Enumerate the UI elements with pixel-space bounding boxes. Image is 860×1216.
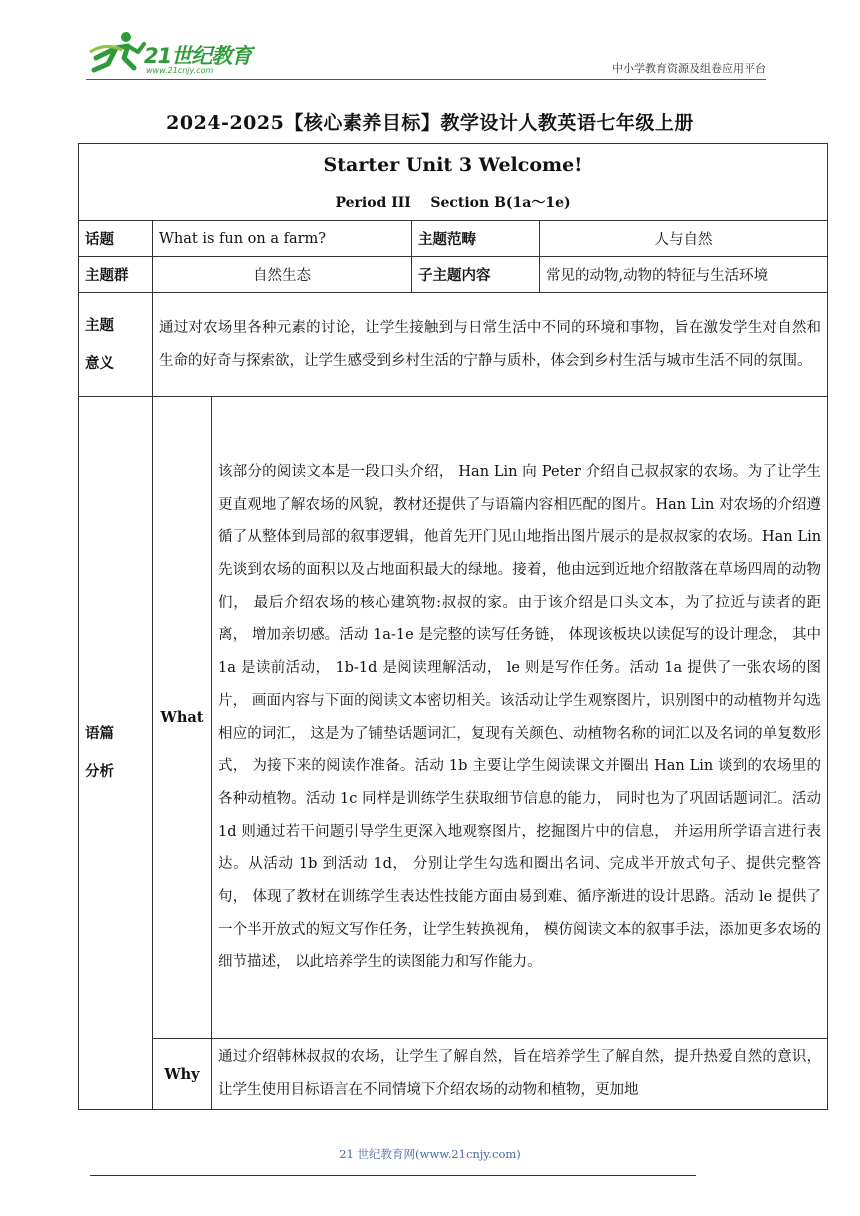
- what-label: What: [153, 397, 212, 1039]
- subtopic-value: 常见的动物,动物的特征与生活环境: [540, 257, 828, 293]
- footer-divider: [90, 1175, 696, 1176]
- topic-value: What is fun on a farm?: [153, 221, 412, 257]
- why-row: [79, 1039, 828, 1110]
- scope-label: 主题范畴: [412, 221, 540, 257]
- meaning-label-line2: 意义: [85, 355, 114, 372]
- unit-title-row: [79, 144, 828, 221]
- meaning-row: [79, 293, 828, 397]
- logo-url: www.21cnjy.com: [146, 66, 214, 75]
- subtopic-label: 子主题内容: [412, 257, 540, 293]
- period-subtitle: Period III Section B(1a～1e): [335, 195, 571, 211]
- meaning-label: [79, 293, 153, 397]
- meaning-value: 通过对农场里各种元素的讨论，让学生接触到与日常生活中不同的环境和事物，旨在激发学生对自然和生命的好奇与探索欲，让学生感受到乡村生活的宁静与质朴，体会到乡村生活与城市生活不同的氛围。: [153, 293, 828, 397]
- lesson-plan-table: [78, 143, 828, 1110]
- group-label: 主题群: [79, 257, 153, 293]
- site-logo: [86, 28, 256, 80]
- document-title: 2024-2025【核心素养目标】教学设计人教英语七年级上册: [166, 112, 694, 134]
- topic-row: [79, 221, 828, 257]
- why-value: 通过介绍韩林叔叔的农场，让学生了解自然，旨在培养学生了解自然，提升热爱自然的意识，让学生使用目标语言在不同情境下介绍农场的动物和植物，更加地: [212, 1039, 828, 1110]
- footer-link[interactable]: 21 世纪教育网(www.21cnjy.com): [339, 1147, 521, 1161]
- platform-caption: 中小学教育资源及组卷应用平台: [612, 62, 766, 75]
- scope-value: 人与自然: [540, 221, 828, 257]
- analysis-label-line1: 语篇: [85, 726, 114, 742]
- what-value: 该部分的阅读文本是一段口头介绍， Han Lin 向 Peter 介绍自己叔叔家的农场。为了让学生更直观地了解农场的风貌，教材还提供了与语篇内容相匹配的图片。Han Lin 对农场的介绍遵循了从整体到局部的叙事逻辑，他首先开门见山地指出图片展示的是叔叔家的农场。Han Lin 先谈到农场的面积以及占地面积最大的绿地。接着，他由远到近地介绍散落在草场四周的动物们， 最后介绍农场的核心建筑物:叔叔的家。由于该介绍是口头文本，为了拉近与读者的距离， 增加亲切感。活动 1a-1e 是完整的读写任务链， 体现该板块以读促写的设计理念， 其中 1a 是读前活动， 1b-1d 是阅读理解活动， le 则是写作任务。活动 1a 提供了一张农场的图片， 画面内容与下面的阅读文本密切相关。该活动让学生观察图片，识别图中的动植物并勾选相应的词汇， 这是为了铺垫话题词汇，复现有关颜色、动植物名称的词汇以及名词的单复数形式， 为接下来的阅读作准备。活动 1b 主要让学生阅读课文并圈出 Han Lin 谈到的农场里的各种动植物。活动 1c 同样是训练学生获取细节信息的能力， 同时也为了巩固话题词汇。活动 1d 则通过若干问题引导学生更深入地观察图片，挖掘图片中的信息， 并运用所学语言进行表达。从活动 1b 到活动 1d， 分别让学生勾选和圈出名词、完成半开放式句子、提供完整答句， 体现了教材在训练学生表达性技能方面由易到难、循序渐进的设计思路。活动 le 提供了一个半开放式的短文写作任务，让学生转换视角， 模仿阅读文本的叙事手法，添加更多农场的细节描述， 以此培养学生的读图能力和写作能力。: [212, 397, 828, 1039]
- logo-text: 21世纪教育: [144, 44, 252, 68]
- group-value: 自然生态: [153, 257, 412, 293]
- meaning-label-line1: 主题: [85, 317, 114, 334]
- analysis-label-line2: 分析: [85, 764, 114, 780]
- what-row: [79, 397, 828, 1039]
- analysis-label: [79, 397, 153, 1110]
- why-label: Why: [153, 1039, 212, 1110]
- header-divider: [86, 79, 766, 80]
- group-row: [79, 257, 828, 293]
- unit-title: Starter Unit 3 Welcome!: [323, 154, 583, 176]
- topic-label: 话题: [79, 221, 153, 257]
